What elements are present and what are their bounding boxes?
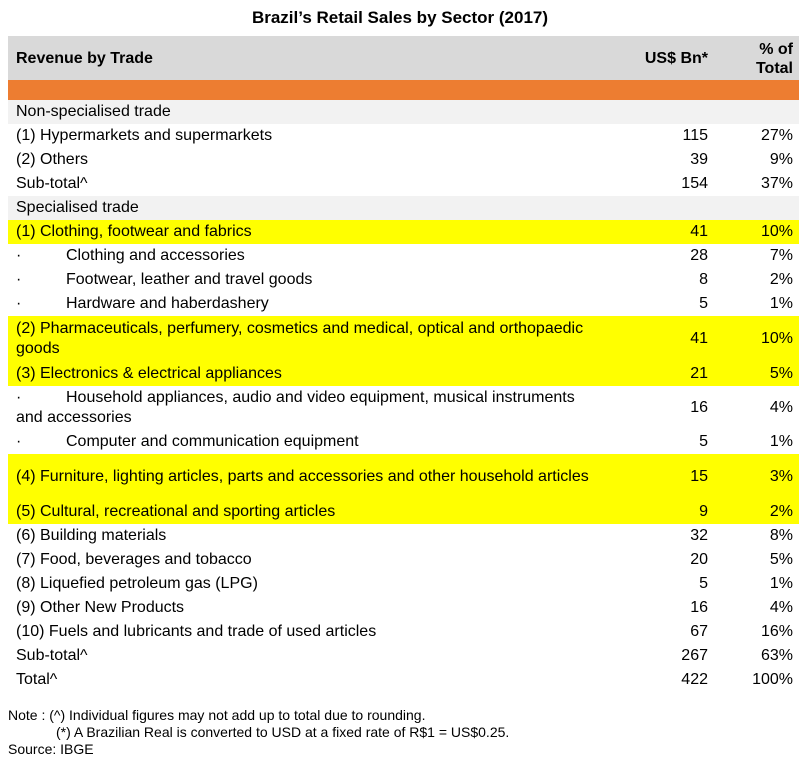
header-usd-bn: US$ Bn* [644,50,708,67]
row-label: (8) Liquefied petroleum gas (LPG) [16,575,258,592]
table-row [8,148,799,172]
row-value-usd: 20 [690,551,708,568]
table-header [8,36,799,80]
table-row [8,196,799,220]
table-title: Brazil’s Retail Sales by Sector (2017) [251,8,549,27]
note-conversion: (*) A Brazilian Real is converted to USD at a fixed rate of R$1 = US$0.25. [56,724,510,740]
table-row [8,572,799,596]
row-value-usd: 8 [699,271,708,288]
source-note: Source: IBGE [8,741,94,757]
row-value-usd: 115 [682,127,708,144]
row-value-pct: 1% [769,295,793,312]
row-value-usd: 267 [681,647,708,664]
table-row [8,454,799,500]
row-label [8,388,596,428]
row-value-pct: 10% [760,223,793,240]
table-row [8,500,799,524]
row-value-pct: 3% [769,468,793,485]
row-value-usd: 16 [690,399,708,416]
row-value-usd: 16 [690,599,708,616]
table-row [8,386,799,430]
row-value-pct: 9% [769,151,793,168]
row-label: Sub-total^ [16,175,88,192]
row-label-text: Household appliances, audio and video equipment, musical instruments and accessories [16,389,575,426]
table-row [8,548,799,572]
row-value-pct: 2% [769,503,793,520]
row-label: Total^ [16,671,58,688]
row-value-usd: 21 [690,365,708,382]
row-value-usd: 5 [699,433,708,450]
table-row [8,620,799,644]
row-label: (4) Furniture, lighting articles, parts and accessories and other household articles [16,468,589,485]
row-label: Non-specialised trade [16,103,171,120]
header-pct-total: % of Total [755,41,793,77]
table-row [8,220,799,244]
row-value-usd: 28 [690,247,708,264]
bullet-marker: · [16,271,22,288]
row-label-text: Footwear, leather and travel goods [66,271,313,288]
row-value-pct: 5% [769,551,793,568]
row-value-usd: 9 [699,503,708,520]
row-value-usd: 41 [690,223,708,240]
table-row [8,316,799,362]
row-label-text: Clothing and accessories [66,247,245,264]
bullet-marker: · [16,389,22,406]
row-value-pct: 4% [769,599,793,616]
row-label: (1) Hypermarkets and supermarkets [16,127,273,144]
row-value-pct: 63% [760,647,793,664]
row-value-usd: 5 [699,295,708,312]
row-value-usd: 5 [699,575,708,592]
row-value-pct: 7% [769,247,793,264]
row-label: (10) Fuels and lubricants and trade of used articles [16,623,377,640]
row-label [8,270,596,290]
row-label: (1) Clothing, footwear and fabrics [16,223,252,240]
bullet-marker: · [16,433,22,450]
row-value-usd: 422 [681,671,708,688]
row-value-pct: 4% [769,399,793,416]
bullet-marker: · [16,247,22,264]
row-value-pct: 27% [760,127,793,144]
row-value-pct: 37% [760,175,793,192]
row-label: (3) Electronics & electrical appliances [16,365,282,382]
note-rounding: Note : (^) Individual figures may not add up to total due to rounding. [8,707,426,723]
row-label: (2) Others [16,151,89,168]
row-value-pct: 2% [769,271,793,288]
table-row [8,430,799,454]
row-label: (6) Building materials [16,527,167,544]
bullet-marker: · [16,295,22,312]
row-value-usd: 154 [681,175,708,192]
row-value-usd: 32 [690,527,708,544]
row-value-usd: 39 [690,151,708,168]
table-row [8,244,799,268]
row-value-usd: 67 [690,623,708,640]
table-row [8,124,799,148]
row-value-usd: 41 [690,330,708,347]
row-value-usd: 15 [690,468,708,485]
row-value-pct: 100% [752,671,793,688]
table-row [8,172,799,196]
header-revenue-by-trade: Revenue by Trade [16,50,153,67]
row-label [8,432,596,452]
row-value-pct: 10% [760,330,793,347]
row-label: (5) Cultural, recreational and sporting articles [16,503,336,520]
table-row [8,362,799,386]
row-value-pct: 8% [769,527,793,544]
table-row [8,292,799,316]
notes [8,707,509,758]
retail-sales-table [8,36,799,692]
row-value-pct: 1% [769,433,793,450]
table-row [8,524,799,548]
row-label: Specialised trade [16,199,139,216]
row-label: (7) Food, beverages and tobacco [16,551,252,568]
row-label: Sub-total^ [16,647,88,664]
table-row [8,100,799,124]
row-value-pct: 16% [760,623,793,640]
row-label [8,246,596,266]
row-label-text: Hardware and haberdashery [66,295,269,312]
row-value-pct: 1% [769,575,793,592]
table-row [8,668,799,692]
row-label: (2) Pharmaceuticals, perfumery, cosmetics and medical, optical and orthopaedic goods [16,320,584,357]
accent-bar [8,80,799,100]
table-row [8,596,799,620]
table-body [8,100,799,692]
row-value-pct: 5% [769,365,793,382]
row-label-text: Computer and communication equipment [66,433,359,450]
row-label [8,294,596,314]
row-label: (9) Other New Products [16,599,185,616]
table-row [8,644,799,668]
table-row [8,268,799,292]
